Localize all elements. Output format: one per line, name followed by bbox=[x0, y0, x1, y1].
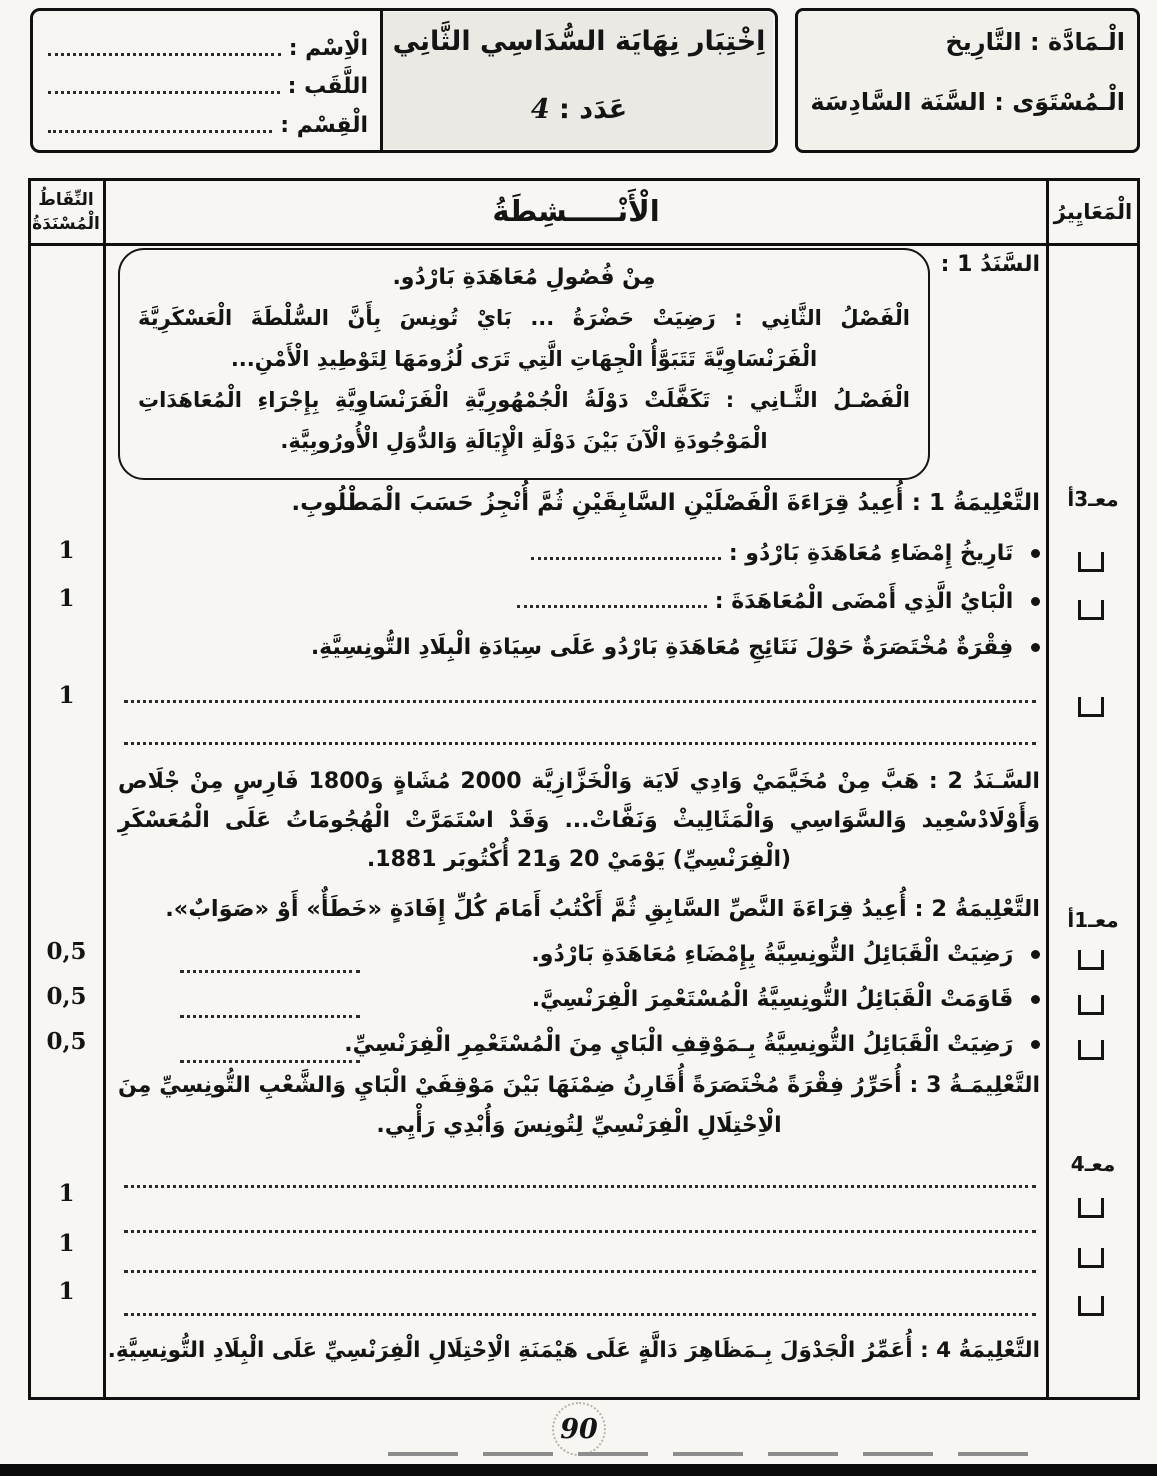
point-value: 1 bbox=[58, 537, 75, 564]
true-false-answer-dots[interactable] bbox=[180, 1015, 360, 1018]
point-value: 1 bbox=[58, 1278, 75, 1305]
exam-title: اِخْتِبَار نِهَايَة السُّدَاسِي الثَّانِي bbox=[392, 26, 766, 57]
criteria-checkbox[interactable] bbox=[1078, 995, 1104, 1015]
task1-item-3: فِقْرَةٌ مُخْتَصَرَةٌ حَوْلَ نَتَائِجِ مُعَاهَدَةِ بَارْدُو عَلَى سِيَادَةِ الْبِلَادِ التُّونِسِيَّةِ. bbox=[118, 635, 1040, 660]
col-header-criteria: الْمَعَايِيرُ bbox=[1053, 200, 1133, 224]
exam-count-value: 4 bbox=[530, 94, 550, 125]
sanad1-label: السَّنَدُ 1 : bbox=[940, 252, 1040, 277]
answer-line[interactable] bbox=[124, 1313, 1036, 1316]
table-header-rule bbox=[31, 243, 1137, 246]
col-header-points: النِّقَاطُ الْمُسْنَدَةُ bbox=[32, 190, 100, 234]
answer-line[interactable] bbox=[124, 700, 1036, 703]
bullet-icon bbox=[1031, 597, 1040, 606]
sanad2-paragraph bbox=[118, 762, 1040, 879]
criteria-label-2: معـ1أ bbox=[1067, 908, 1119, 932]
name-field-row bbox=[46, 28, 368, 60]
point-value: 0,5 bbox=[46, 1028, 87, 1055]
class-label: الْقِسْم : bbox=[280, 113, 368, 138]
true-false-answer-dots[interactable] bbox=[180, 1060, 360, 1063]
level-value: السَّنَة السَّادِسَة bbox=[810, 88, 986, 116]
surname-field-row bbox=[46, 66, 368, 98]
level-label: الْـمُسْتَوَى : bbox=[994, 88, 1125, 116]
class-input-line[interactable] bbox=[48, 130, 272, 133]
point-value: 1 bbox=[58, 682, 75, 709]
criteria-checkbox[interactable] bbox=[1078, 1040, 1104, 1060]
criteria-checkbox[interactable] bbox=[1078, 600, 1104, 620]
task1-text: أُعِيدُ قِرَاءَةَ الْفَصْلَيْنِ السَّابِقَيْنِ ثُمَّ أُنْجِزُ حَسَبَ الْمَطْلُوبِ. bbox=[291, 490, 904, 516]
doc1-title: مِنْ فُصُولِ مُعَاهَدَةِ بَارْدُو. bbox=[392, 265, 656, 290]
surname-label: اللَّقَب : bbox=[287, 74, 368, 99]
name-input-line[interactable] bbox=[48, 53, 281, 56]
exam-count bbox=[383, 94, 775, 125]
task2-item-2: قَاوَمَتْ الْقَبَائِلُ التُّونِسِيَّةُ الْمُسْتَعْمِرَ الْفِرَنْسِيَّ. bbox=[118, 987, 1040, 1012]
task1-label: التَّعْلِيمَةُ 1 : bbox=[911, 490, 1040, 516]
task1-item-1: تَارِيخُ إِمْضَاءِ مُعَاهَدَةِ بَارْدُو : bbox=[118, 541, 1040, 566]
true-false-answer-dots[interactable] bbox=[180, 970, 360, 973]
document-box-1 bbox=[118, 248, 930, 480]
class-field-row bbox=[46, 105, 368, 137]
bullet-icon bbox=[1031, 995, 1040, 1004]
point-value: 0,5 bbox=[46, 938, 87, 965]
task4-text: أُعَمِّرُ الْجَدْوَلَ بِـمَظَاهِرَ دَالَّةٍ عَلَى هَيْمَنَةِ الْاِحْتِلَالِ الْفِرَنْسِيِّ عَلَى الْبِلَادِ التُّونِسِيَّةِ. bbox=[107, 1338, 913, 1363]
subject-value: التَّارِيخ bbox=[945, 28, 1022, 56]
task2-text: أُعِيدُ قِرَاءَةَ النَّصِّ السَّابِقِ ثُمَّ أَكْتُبُ أَمَامَ كُلِّ إِفَادَةٍ «خَطَأٌ» أَوْ «صَوَابٌ». bbox=[165, 896, 907, 922]
page-number: 90 bbox=[560, 1414, 598, 1445]
task4-instruction bbox=[107, 1338, 1040, 1363]
footer-bar bbox=[0, 1464, 1157, 1476]
point-value: 1 bbox=[58, 1230, 75, 1257]
criteria-label-1: معـ3أ bbox=[1067, 487, 1119, 511]
criteria-column-divider bbox=[1046, 181, 1049, 1397]
footer-rule bbox=[388, 1452, 1038, 1456]
answer-line[interactable] bbox=[124, 742, 1036, 745]
task3-label: التَّعْلِيمَـةُ 3 : bbox=[909, 1073, 1041, 1098]
task4-label: التَّعْلِيمَةُ 4 : bbox=[920, 1338, 1040, 1363]
point-value: 1 bbox=[58, 1180, 75, 1207]
name-label: الْاِسْم : bbox=[288, 36, 368, 61]
answer-line[interactable] bbox=[124, 1185, 1036, 1188]
task3-text: أُحَرِّرُ فِقْرَةً مُخْتَصَرَةً أُقَارِنُ ضِمْنَهَا بَيْنَ مَوْقِفَيْ الْبَايِ وَالشَّعْبِ التُّونِسِيِّ مِنَ الْاِحْتِلَالِ الْفِرَنْسِيِّ لِتُونِسَ وَأُبْدِي رَأْيِي. bbox=[118, 1073, 902, 1138]
bullet-icon bbox=[1031, 643, 1040, 652]
subject-line bbox=[805, 28, 1125, 56]
criteria-checkbox[interactable] bbox=[1078, 697, 1104, 717]
page-number-stamp bbox=[552, 1402, 606, 1456]
criteria-checkbox[interactable] bbox=[1078, 552, 1104, 572]
answer-line[interactable] bbox=[124, 1270, 1036, 1273]
task3-instruction bbox=[118, 1066, 1040, 1146]
bullet-icon bbox=[1031, 1040, 1040, 1049]
task2-item-1: رَضِيَتْ الْقَبَائِلُ التُّونِسِيَّةُ بِإِمْضَاءِ مُعَاهَدَةِ بَارْدُو. bbox=[118, 942, 1040, 967]
doc1-paragraph-1: الْفَصْلُ الثَّانِي : رَضِيَتْ حَضْرَةُ ... بَايْ تُونِسَ بِأَنَّ السُّلْطَةَ الْعَسْكَرِيَّةَ الْفَرَنْسَاوِيَّةَ تَتَبَوَّأُ الْجِهَاتِ الَّتِي تَرَى لُزُومَهَا لِتَوْطِيدِ الْأَمْنِ... bbox=[138, 306, 910, 371]
answer-dots[interactable] bbox=[531, 553, 721, 560]
task1-item-2: الْبَايُ الَّذِي أَمْضَى الْمُعَاهَدَةَ : bbox=[118, 589, 1040, 614]
criteria-checkbox[interactable] bbox=[1078, 1198, 1104, 1218]
sanad2-text: هَبَّ مِنْ مُخَيَّمَيْ وَادِي لَايَة وَالْخَزَّازِيَّة 2000 مُشَاةٍ وَ1800 فَارِسٍ مِنْ جْلَاص وَأَوْلَادْسْعِيد وَالسَّوَاسِي وَالْمَثَالِيثْ وَنَفَّاتْ... وَقَدْ اسْتَمَرَّتْ الْهُجُومَاتُ عَلَى الْمُعَسْكَرِ (الْفِرَنْسِيِّ) يَوْمَيْ 20 وَ21 أُكْتُوبَر 1881. bbox=[118, 769, 1040, 872]
col-header-activities: الْأَنْـــــشِطَةُ bbox=[492, 194, 660, 228]
point-value: 0,5 bbox=[46, 983, 87, 1010]
task2-label: التَّعْلِيمَةُ 2 : bbox=[914, 896, 1040, 922]
point-value: 1 bbox=[58, 585, 75, 612]
surname-input-line[interactable] bbox=[48, 91, 280, 94]
level-line bbox=[805, 88, 1125, 116]
bullet-icon bbox=[1031, 950, 1040, 959]
criteria-checkbox[interactable] bbox=[1078, 1296, 1104, 1316]
task2-instruction bbox=[118, 896, 1040, 922]
criteria-checkbox[interactable] bbox=[1078, 1248, 1104, 1268]
answer-dots[interactable] bbox=[517, 601, 707, 608]
bullet-icon bbox=[1031, 549, 1040, 558]
task1-instruction bbox=[118, 490, 1040, 516]
task2-item-3: رَضِيَتْ الْقَبَائِلُ التُّونِسِيَّةُ بِـمَوْقِفِ الْبَايِ مِنَ الْمُسْتَعْمِرِ الْفِرَنْسِيِّ. bbox=[118, 1032, 1040, 1057]
subject-label: الْـمَادَّة : bbox=[1030, 28, 1125, 56]
criteria-label-3: معـ4 bbox=[1070, 1152, 1116, 1176]
sanad2-label: السَّـنَدُ 2 : bbox=[928, 769, 1040, 794]
answer-line[interactable] bbox=[124, 1230, 1036, 1233]
points-column-divider bbox=[103, 181, 106, 1397]
exam-count-label: عَدَد : bbox=[559, 94, 628, 125]
doc1-paragraph-2: الْفَصْـلُ الثَّـانِي : تَكَفَّلَتْ دَوْلَةُ الْجُمْهُورِيَّةِ الْفَرَنْسَاوِيَّةِ بِإِجْرَاءِ الْمُعَاهَدَاتِ الْمَوْجُودَةِ الْآنَ بَيْنَ دَوْلَةِ الْإِيَالَةِ وَالدُّوَلِ الْأُورُوبِيَّةِ. bbox=[138, 388, 910, 453]
criteria-checkbox[interactable] bbox=[1078, 950, 1104, 970]
